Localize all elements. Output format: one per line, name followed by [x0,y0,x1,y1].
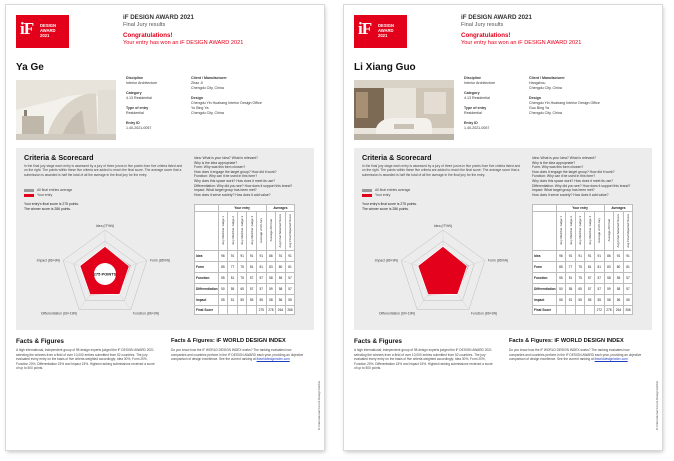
score-cell: 59 [604,284,614,295]
column-header-label: Jury Member Judge 2 [568,215,573,245]
design-org: Chengdu Yin Huahang Interior Design Office [191,101,262,105]
final-score-row [195,306,295,315]
question-line: How does it engage the target group? How did it work? [532,169,615,174]
score-cell: 81 [285,262,295,273]
score-cell: 57 [256,273,266,284]
score-cell: 55 [228,284,238,295]
score-cell: 75 [575,273,585,284]
radar-chart [360,214,526,326]
winner-score-line: The winner score is 286 points. [362,207,409,211]
question-line: Why is the idea appropriate? [532,160,576,165]
facts-index-title: Facts & Figures: iF WORLD DESIGN INDEX [171,338,286,344]
question-line: Why is the idea appropriate? [194,160,238,165]
column-header-label: Average All Final [268,219,273,242]
points-summary [24,202,79,212]
client-design-details [529,76,609,121]
client-location: Chengdu City, China [191,86,224,90]
score-row [195,295,295,306]
radar-chart [22,214,188,326]
client-design-details [191,76,271,121]
discipline-label: Discipline [126,76,143,80]
score-cell: 86 [266,251,276,262]
score-cell: 57 [594,273,604,284]
criteria-title: Criteria & Scorecard [24,153,94,162]
final-score-cell: 275 [256,306,266,315]
score-cell: 55 [556,273,566,284]
score-cell: 55 [594,295,604,306]
radar-axis-label: Form (86%N) [487,258,509,263]
score-cell: 51 [566,273,576,284]
column-header [276,212,286,251]
category-label: Category [464,91,480,95]
legend-yours-label: Your entry [375,193,391,197]
score-cell: 55 [218,273,228,284]
score-cell: 75 [237,262,247,273]
score-row-label: Form [195,262,219,273]
column-header-label: Average of All Jury [597,218,602,243]
score-cell: 51 [228,295,238,306]
score-cell: 55 [556,295,566,306]
question-line: Form: Why was this form chosen? [532,165,584,170]
table-corner [195,205,219,212]
score-row-label: Function [195,273,219,284]
score-cell: 56 [276,295,286,306]
question-line: Differentiation: Why did you see? How does it support this brand? [532,183,631,188]
index-link[interactable]: ifworlddesignindex.com [256,357,290,361]
if-design-award-logo [354,15,407,48]
column-header [256,212,266,251]
facts-title: Facts & Figures [354,338,402,345]
your-score-line: Your entry's final score is 275 points. [24,202,79,206]
score-row [533,251,633,262]
criteria-intro: In the final jury stage each entry is assessed by a jury of three jurors in five points from five criteria listed and on the right. The points within these five criteria are added to reach the final score. The average score that a submission is awarded is half the total of all the average in the final jury for the entry. [24,164,183,177]
score-cell: 86 [604,251,614,262]
final-score-row [533,306,633,315]
score-row-label: Impact [533,295,557,306]
score-cell: 57 [594,284,604,295]
logo-label: DESIGN AWARD 2021 [378,23,395,38]
question-line: How does it engage the target group? How did it work? [194,169,277,174]
logo-label: DESIGN AWARD 2021 [40,23,57,38]
score-row [533,262,633,273]
score-cell: 91 [247,251,257,262]
score-cell: 91 [623,251,633,262]
question-line: Idea: What is your Idea? What is relevant? [194,156,258,160]
score-row [195,284,295,295]
entrant-name: Ya Ge [16,62,44,73]
group-your-entry: Your entry [218,205,266,212]
final-score-cell: 264 [276,306,286,315]
score-cell: 50 [556,284,566,295]
entry-id-value: 1.40-2021-0057 [126,126,152,130]
final-score-cell [556,306,566,315]
score-cell: 57 [585,284,595,295]
radar-center-label: 275 POINTS [93,271,117,277]
final-score-cell [237,306,247,315]
final-score-cell: 266 [623,306,633,315]
score-cell: 55 [256,295,266,306]
design-org: Chengdu Yin Huahang Interior Design Office [529,101,600,105]
final-score-label: Final Score [195,306,219,315]
your-score-line: Your entry's final score is 275 points. [362,202,417,206]
type-label: Type of entry [464,106,487,110]
score-cell: 58 [614,284,624,295]
radar-axis-label: Impact (86+9N) [374,258,399,263]
type-value: Residential [464,111,482,115]
final-score-cell: 272 [594,306,604,315]
column-header [585,212,595,251]
score-cell: 85 [556,262,566,273]
discipline-label: Discipline [464,76,481,80]
criteria-scorecard-panel [16,148,314,330]
congrats-message: Your entry has won an iF DESIGN AWARD 2021 [123,40,244,46]
congrats-heading: Congratulations! [123,32,173,39]
score-table [194,204,295,315]
entry-id-value: 1.40-2021-0057 [464,126,490,130]
column-header-label: Jury Member Judge 3 [240,215,245,245]
score-cell: 65 [237,284,247,295]
header-title: iF DESIGN AWARD 2021 [123,14,194,21]
score-cell: 57 [247,284,257,295]
score-cell: 58 [604,273,614,284]
score-cell: 91 [575,251,585,262]
final-score-label: Final Score [533,306,557,315]
facts-index-body [171,348,306,362]
score-cell: 57 [256,284,266,295]
radar-axis-label: Impact (86+9N) [36,258,61,263]
radar-axis-label: Form (86%N) [149,258,171,263]
legend-average-label: All final entries average [37,188,73,192]
score-row-label: Impact [195,295,219,306]
legend-swatch-yours [24,194,34,197]
column-header [623,212,633,251]
score-cell: 58 [266,273,276,284]
column-header [285,212,295,251]
score-cell: 81 [585,262,595,273]
score-row-label: Function [533,273,557,284]
criteria-intro: In the final jury stage each entry is assessed by a jury of three jurors in five points from five criteria listed and on the right. The points within these five criteria are added to reach the final score. The average score that a submission is awarded is half the total of all the average in the final jury for the entry. [362,164,521,177]
score-cell: 85 [218,262,228,273]
score-cell: 91 [237,251,247,262]
column-header [604,212,614,251]
score-row [533,295,633,306]
final-score-cell: 266 [285,306,295,315]
question-line: How does it serve society? How does it add value? [532,192,609,197]
facts-body: A high international, independent group of 98 design experts judged the iF DESIGN AWARD 2021 selecting the winners from a field of over 10,000 entries submitted from 52 countries. The jury evaluated every entry on the basis of five criteria weighted accordingly: Idea 30%, Form 20%, Function 20%, Differentiation 15% and Impact 15%. Highest ranking submissions received a score of up to 500 points. [16,348,155,370]
score-cell: 55 [566,284,576,295]
facts-body: A high international, independent group of 98 design experts judged the iF DESIGN AWARD 2021 selecting the winners from a field of over 10,000 entries submitted from 52 countries. The jury evaluated every entry on the basis of five criteria weighted accordingly: Idea 30%, Form 20%, Function 20%, Differentiation 15% and Impact 15%. Highest ranking submissions received a score of up to 500 points. [354,348,493,370]
question-line: Impact: What target group has been met? [194,188,257,193]
score-cell: 56 [614,295,624,306]
score-cell: 91 [614,251,624,262]
column-header-label: Average of All Jury [259,218,264,243]
score-row-label: Idea [195,251,219,262]
design-person: Yu Bing Ya [191,106,209,110]
table-corner [533,205,557,212]
radar-axis-label: Differentiation (60+19N) [379,311,416,316]
score-cell: 91 [256,251,266,262]
radar-axis-label: Function (86+9N) [132,311,160,316]
score-cell: 91 [585,251,595,262]
score-cell: 80 [276,262,286,273]
score-cell: 91 [566,251,576,262]
scorecard-page-ya-ge [6,5,324,450]
design-location: Chengdu City, China [191,111,224,115]
score-cell: 83 [604,262,614,273]
column-header [266,212,276,251]
category-value: 4.13 Residential [464,96,490,100]
score-cell: 91 [594,251,604,262]
score-cell: 55 [585,295,595,306]
score-cell: 57 [623,273,633,284]
score-cell: 50 [218,284,228,295]
facts-index-text: Do you know how the iF WORLD DESIGN INDEX works? The ranking evaluates how companies and countries perform in the iF DESIGN AWARD each year, providing an objective comparison of design excellence. See the current ranking at [509,348,642,361]
page-header [123,14,318,47]
client-value: Hangzhou [529,81,546,85]
column-header-label: Jury Member Judge 1 [220,215,225,245]
question-line: How does it serve society? How does it add value? [194,192,271,197]
facts-index-text: Do you know how the iF WORLD DESIGN INDEX works? The ranking evaluates how companies and countries perform in the iF DESIGN AWARD each year, providing an objective comparison of design excellence. See the current ranking at [171,348,304,361]
legend-yours-label: Your entry [37,193,53,197]
score-cell: 81 [594,262,604,273]
score-cell: 58 [276,284,286,295]
score-cell: 96 [218,251,228,262]
type-label: Type of entry [126,106,149,110]
final-score-cell [575,306,585,315]
if-design-award-logo [16,15,69,48]
group-averages: Averages [604,205,633,212]
winner-score-line: The winner score is 286 points. [24,207,71,211]
radar-axis-label: Idea (IT%N) [433,224,453,228]
score-cell: 55 [623,295,633,306]
column-header [575,212,585,251]
table-corner [533,212,557,251]
score-cell: 55 [237,295,247,306]
group-averages: Averages [266,205,295,212]
score-cell: 57 [285,284,295,295]
score-row [195,251,295,262]
final-score-cell: 264 [614,306,624,315]
scorecard-page-li-xiang-guo [344,5,662,450]
score-cell: 59 [266,284,276,295]
column-header-label: Average All Final [606,219,611,242]
client-value: Zhao Ji [191,81,203,85]
category-value: 4.13 Residential [126,96,152,100]
criteria-questions [194,156,312,197]
score-cell: 80 [614,262,624,273]
question-line: Why does this space work? How does it meet its use? [194,178,276,183]
score-cell: 81 [256,262,266,273]
header-subtitle: Final Jury results [123,22,166,28]
score-cell: 57 [285,273,295,284]
score-cell: 55 [285,295,295,306]
column-header-label: Jury Member Judge 3 [578,215,583,245]
final-score-cell [585,306,595,315]
design-location: Chengdu City, China [529,111,562,115]
score-row-label: Form [533,262,557,273]
entry-id-label: Entry ID [464,121,478,125]
score-cell: 57 [247,273,257,284]
page-header [461,14,656,47]
discipline-value: Interior Architecture [126,81,158,85]
score-cell: 55 [218,295,228,306]
question-line: Impact: What target group has been met? [532,188,595,193]
score-cell: 57 [623,284,633,295]
client-location: Chengdu City, China [529,86,562,90]
final-score-cell [218,306,228,315]
final-score-cell [247,306,257,315]
score-cell: 58 [266,295,276,306]
score-row-label: Idea [533,251,557,262]
column-header-label: Avg Final Rejected Score [626,213,631,248]
header-title: iF DESIGN AWARD 2021 [461,14,532,21]
logo-mark: iF [20,19,34,38]
score-row [195,273,295,284]
question-line: Differentiation: Why did you see? How does it support this brand? [194,183,293,188]
score-table [532,204,633,315]
question-line: Function: Why can it be used in this form? [532,174,596,179]
score-cell: 81 [623,262,633,273]
question-line: Why does this space work? How does it meet its use? [532,178,614,183]
design-label: Design [529,96,541,100]
column-header-label: Avg Final Rejected Score [288,213,293,248]
copyright-note: iF International Forum Design GmbH [655,380,659,430]
points-summary [362,202,417,212]
score-row [533,273,633,284]
entry-id-label: Entry ID [126,121,140,125]
criteria-scorecard-panel [354,148,652,330]
score-cell: 55 [575,295,585,306]
legend-swatch-average [24,189,34,192]
legend-swatch-average [362,189,372,192]
group-your-entry: Your entry [556,205,604,212]
score-cell: 75 [237,273,247,284]
radar-axis-label: Idea (IT%N) [95,224,115,228]
question-line: Idea: What is your Idea? What is relevant? [532,156,596,160]
client-label: Client / Manufacturer [529,76,565,80]
score-cell: 81 [247,262,257,273]
score-cell: 55 [276,273,286,284]
design-label: Design [191,96,203,100]
criteria-questions [532,156,650,197]
discipline-value: Interior Architecture [464,81,496,85]
score-cell: 75 [575,262,585,273]
radar-legend [362,188,410,198]
score-row-label: Differentiation [195,284,219,295]
radar-axis-label: Function (86+9N) [470,311,498,316]
final-score-cell: 278 [604,306,614,315]
score-cell: 57 [585,273,595,284]
column-header [566,212,576,251]
score-cell: 96 [556,251,566,262]
header-subtitle: Final Jury results [461,22,504,28]
final-score-cell: 278 [266,306,276,315]
score-cell: 91 [276,251,286,262]
score-cell: 51 [228,273,238,284]
column-header [594,212,604,251]
entrant-name: Li Xiang Guo [354,62,416,73]
column-header-label: Jury Member Judge 2 [230,215,235,245]
congrats-heading: Congratulations! [461,32,511,39]
score-cell: 77 [228,262,238,273]
column-header-label: Avg Final Selected Score [278,213,283,248]
column-header-label: Jury Member Judge 4 [587,215,592,245]
score-cell: 51 [566,295,576,306]
radar-axis-label: Differentiation (60+19N) [41,311,78,316]
column-header [228,212,238,251]
column-header [218,212,228,251]
column-header-label: Avg Final Selected Score [616,213,621,248]
column-header-label: Jury Member Judge 4 [249,215,254,245]
final-score-cell [228,306,238,315]
score-cell: 91 [285,251,295,262]
column-header [556,212,566,251]
facts-title: Facts & Figures [16,338,64,345]
client-label: Client / Manufacturer [191,76,227,80]
copyright-note: iF International Forum Design GmbH [317,380,321,430]
score-cell: 58 [604,295,614,306]
question-line: Function: Why can it be used in this form? [194,174,258,179]
facts-index-body [509,348,644,362]
type-value: Residential [126,111,144,115]
table-corner [195,212,219,251]
score-cell: 55 [247,295,257,306]
index-link[interactable]: ifworlddesignindex.com [594,357,628,361]
score-row [533,284,633,295]
score-cell: 91 [228,251,238,262]
score-cell: 55 [614,273,624,284]
criteria-title: Criteria & Scorecard [362,153,432,162]
final-score-cell [566,306,576,315]
score-cell: 83 [266,262,276,273]
column-header [247,212,257,251]
congrats-message: Your entry has won an iF DESIGN AWARD 2021 [461,40,582,46]
score-row [195,262,295,273]
logo-mark: iF [358,19,372,38]
column-header [614,212,624,251]
score-row-label: Differentiation [533,284,557,295]
score-cell: 77 [566,262,576,273]
legend-swatch-yours [362,194,372,197]
radar-legend [24,188,72,198]
column-header [237,212,247,251]
question-line: Form: Why was this form chosen? [194,165,246,170]
entry-photo [354,80,454,140]
score-cell: 65 [575,284,585,295]
entry-photo [16,80,116,140]
facts-index-title: Facts & Figures: iF WORLD DESIGN INDEX [509,338,624,344]
legend-average-label: All final entries average [375,188,411,192]
category-label: Category [126,91,142,95]
design-person: Guo Bing Ya [529,106,550,110]
column-header-label: Jury Member Judge 1 [558,215,563,245]
